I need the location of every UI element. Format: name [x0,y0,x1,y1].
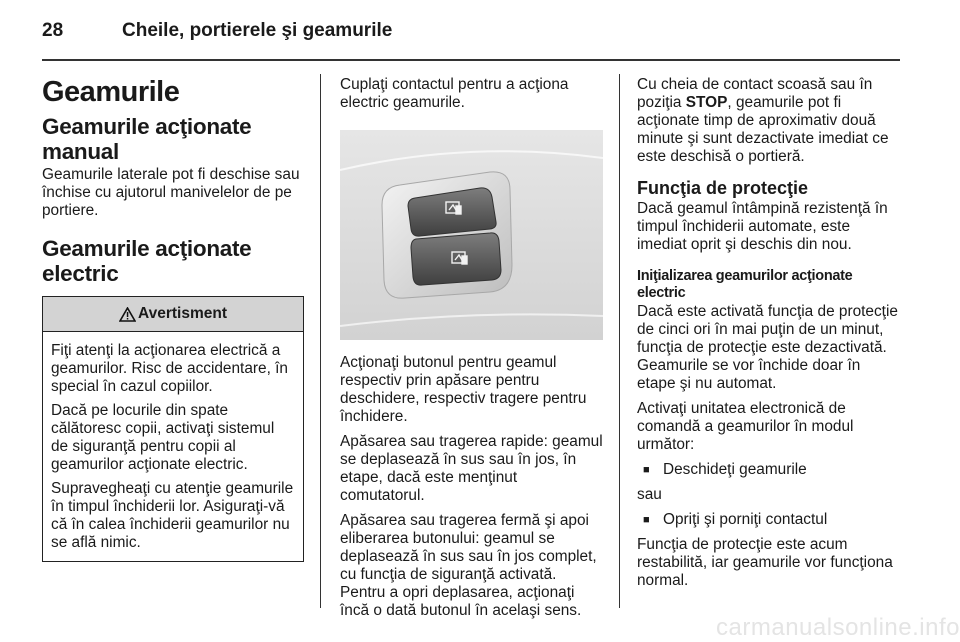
header-rule [42,59,900,61]
or-text: sau [637,486,662,503]
stop-paragraph: Cu cheia de contact scoasă sau în poziţia STOP, geamurile pot fi acţionate timp de aproximativ două minute şi sunt dezactivate imediat ce este deschisă o portieră. [637,76,889,165]
list-item: ■ Opriţi şi porniţi contactul [637,511,903,529]
column-divider-2 [619,74,620,608]
manual-windows-text: Geamurile laterale pot fi deschise sau închise cu ajutorul manivelelor de pe portiere. [42,166,300,219]
operate-paragraph: Acţionaţi butonul pentru geamul respectiv prin apăsare pentru deschidere, respectiv tragere pentru închidere. [340,354,587,425]
init-heading: Iniţializarea geamurilor acţionate electric [637,268,853,301]
protection-text: Dacă geamul întâmpină rezistenţă în timpul închiderii automate, este imediat oprit şi deschis din nou. [637,200,888,253]
init-paragraph: Dacă este activată funcţia de protecţie de cinci ori în mai puţin de un minut, funcţia de protecţie este dezactivată. Geamurile se vor închide doar în etape şi nu automat. [637,303,898,392]
running-title: Cheile, portierele şi geamurile [122,20,393,41]
watermark: carmanualsonline.info [716,614,960,641]
protection-heading: Funcţia de protecţie [637,178,809,198]
list-item: ■ Deschideţi geamurile [637,461,903,479]
warning-paragraph: Supravegheaţi cu atenţie geamurile în timpul închiderii lor. Asiguraţi-vă că în calea închiderii geamurilor nu se află nimic. [51,480,294,551]
stop-label: STOP [685,94,728,111]
warning-header [43,297,303,332]
page-number: 28 [42,20,64,41]
firm-press-paragraph: Apăsarea sau tragerea fermă şi apoi eliberarea butonului: geamul se deplasează în sus sau în jos complet, cu funcţia de siguranţă activată. Pentru a opri deplasarea, acţionaţi încă o dată butonul în acelaşi sens. [340,512,597,619]
intro-text: Cuplaţi contactul pentru a acţiona electric geamurile. [340,76,569,111]
warning-paragraph: Dacă pe locurile din spate călătoresc copii, activaţi sistemul de siguranţă pentru copii al geamurilor acţionate electric. [51,402,275,473]
quick-press-paragraph: Apăsarea sau tragerea rapide: geamul se deplasează în sus sau în jos, în etape, dacă este menţinut comutatorul. [340,433,603,504]
warning-box [42,296,304,562]
column-divider-1 [320,74,321,608]
section-title: Geamurile [42,76,180,108]
bullet-square-icon: ■ [643,464,650,476]
window-switch-photo [340,130,603,340]
warning-paragraph: Fiţi atenţi la acţionarea electrică a geamurilor. Risc de accidentare, în special în cazul copiilor. [51,342,288,395]
column-2 [340,76,603,627]
column-3 [637,76,903,597]
restore-paragraph: Funcţia de protecţie este acum restabilită, iar geamurile vor funcţiona normal. [637,536,893,589]
warning-body [43,332,303,561]
warning-title: Avertisment [137,305,227,322]
init-paragraph: Activaţi unitatea electronică de comandă a geamurilor în modul următor: [637,400,854,453]
manual-windows-heading: Geamurile acţionate manual [42,114,252,164]
electric-windows-heading: Geamurile acţionate electric [42,236,252,286]
page-header [42,20,900,54]
warning-triangle-icon [119,307,136,322]
bullet-square-icon: ■ [643,514,650,526]
column-1 [42,76,304,562]
